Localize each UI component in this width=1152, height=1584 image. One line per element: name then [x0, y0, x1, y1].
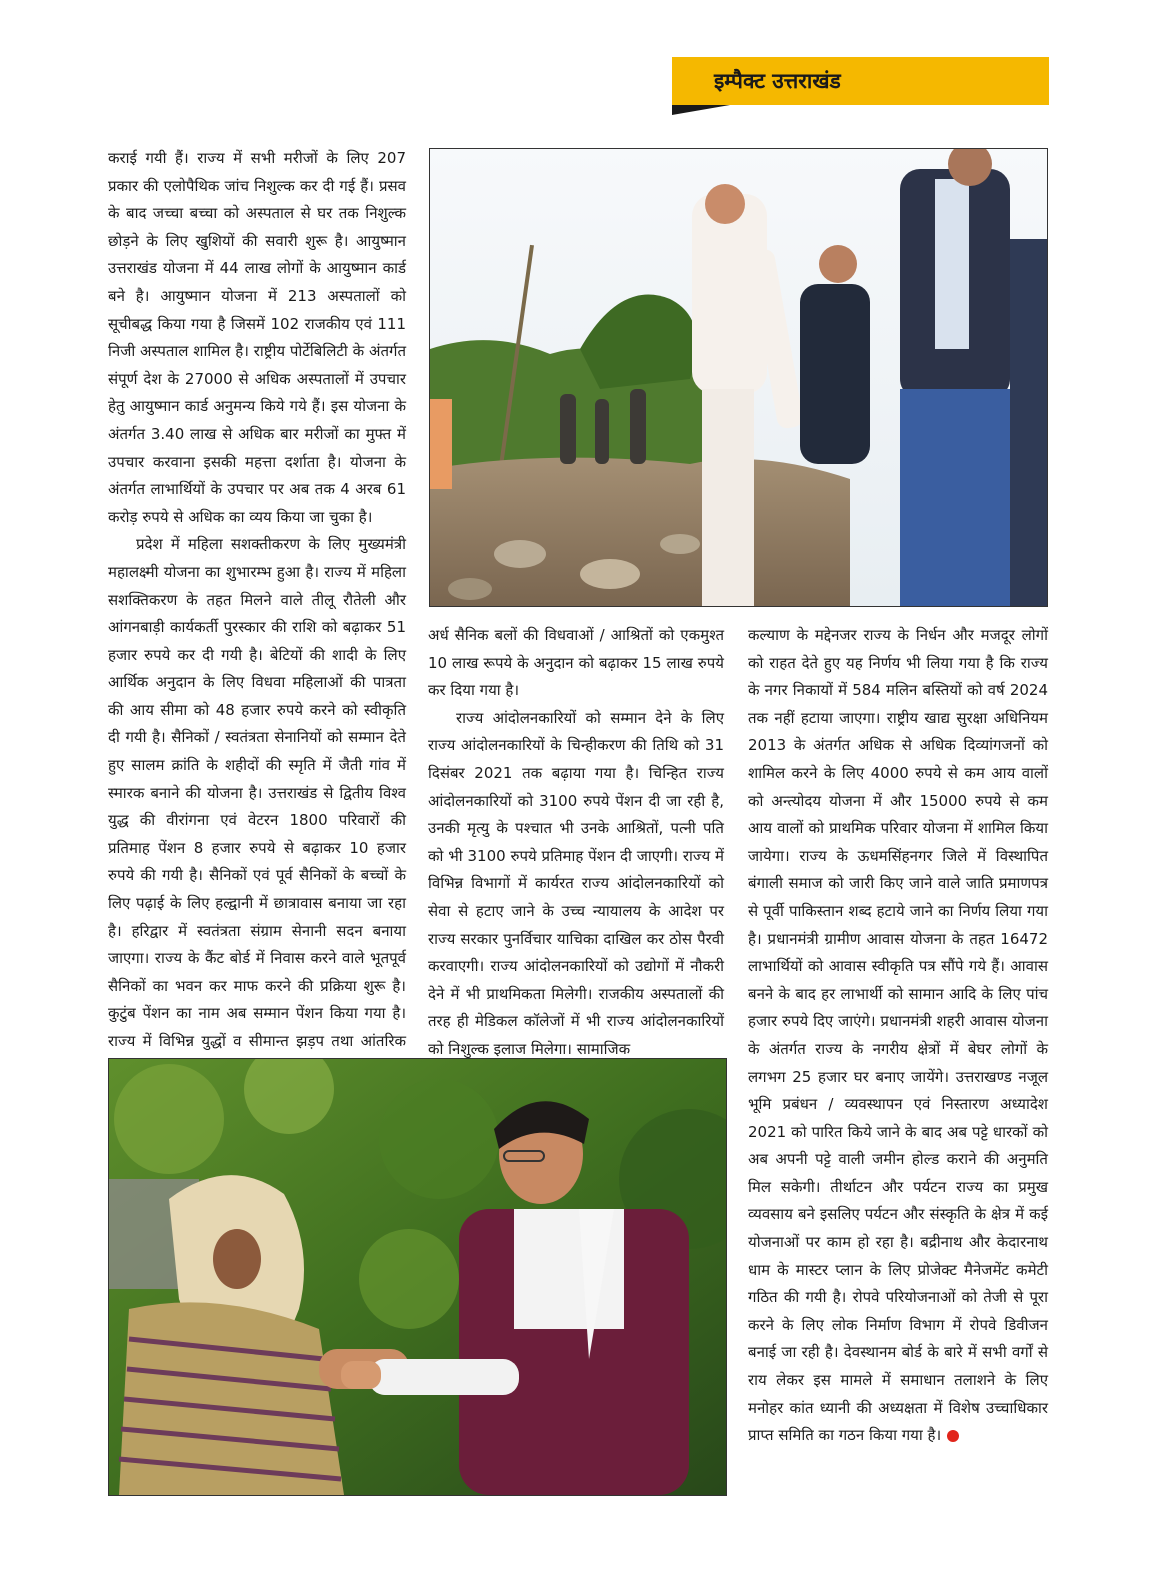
- photo-greeting-elderly-woman: [108, 1058, 727, 1496]
- article-paragraph: अर्ध सैनिक बलों की विधवाओं / आश्रितों को एकमुश्त 10 लाख रूपये के अनुदान को बढ़ाकर 15 लाख रुपये कर दिया गया है।: [428, 626, 724, 700]
- end-mark-icon: [947, 1430, 959, 1442]
- article-paragraph-text: कल्याण के मद्देनजर राज्य के निर्धन और मजदूर लोगों को राहत देते हुए यह निर्णय भी लिया गया है कि राज्य के नगर निकायों में 584 मलिन बस्तियों को वर्ष 2024 तक नहीं हटाया जाएगा। राष्ट्रीय खाद्य सुरक्षा अधिनियम 2013 के अंतर्गत अधिक से अधिक दिव्यांगजनों को शामिल करने के लिए 4000 रुपये से कम आय वालों को अन्त्योदय योजना में और 15000 रुपये से कम आय वालों को प्राथमिक परिवार योजना में शामिल किया जायेगा। राज्य के ऊधमसिंहनगर जिले में विस्थापित बंगाली समाज को जारी किए जाने वाले जाति प्रमाणपत्र से पूर्वी पाकिस्तान शब्द हटाये जाने का निर्णय लिया गया है। प्रधानमंत्री ग्रामीण आवास योजना के तहत 16472 लाभार्थियों को आवास स्वीकृति पत्र सौंपे गये हैं। आवास बनने के बाद हर लाभार्थी को सामान आदि के लिए पांच हजार रुपये दिए जाएंगे। प्रधानमंत्री शहरी आवास योजना के अंतर्गत राज्य के नगरीय क्षेत्रों में बेघर लोगों के लगभग 25 हजार घर बनाए जायेंगे। उत्तराखण्ड नजूल भूमि प्रबंधन / व्यवस्थापन एवं निस्तारण अध्यादेश 2021 को पारित किये जाने के बाद अब पट्टे धारकों को अब अपनी पट्टे वाली जमीन होल्ड कराने की अनुमति मिल सकेगी। तीर्थाटन और पर्यटन राज्य का प्रमुख व्यवसाय बने इसलिए पर्यटन और संस्कृति के क्षेत्र में कई योजनाओं पर काम हो रहा है। बद्रीनाथ और केदारनाथ धाम के मास्टर प्लान के लिए प्रोजेक्ट मैनेजमेंट कमेटी गठित की गयी है। रोपवे परियोजनाओं को तेजी से पूरा करने के लिए लोक निर्माण विभाग में रोपवे डिवीजन बनाई जा रही है। देवस्थानम बोर्ड के बारे में सभी वर्गों से राय लेकर इस मामले में समाधान तलाशने के लिए मनोहर कांत ध्यानी की अध्यक्षता में विशेष उच्चाधिकार प्राप्त समिति का गठन किया गया है।: [748, 626, 1048, 1445]
- article-paragraph: राज्य आंदोलनकारियों को सम्मान देने के लिए राज्य आंदोलनकारियों के चिन्हीकरण की तिथि को 31 दिसंबर 2021 तक बढ़ाया गया है। चिन्हित राज्य आंदोलनकारियों को 3100 रुपये पेंशन दी जा रही है, उनकी मृत्यु के पश्चात भी उनके आश्रितों, पत्नी पति को भी 3100 रुपये प्रतिमाह पेंशन दी जाएगी। राज्य में विभिन्न विभागों में कार्यरत राज्य आंदोलनकारियों को सेवा से हटाए जाने के उच्च न्यायालय के आदेश पर राज्य सरकार पुनर्विचार याचिका दाखिल कर ठोस पैरवी करवाएगी। राज्य आंदोलनकारियों को उद्योगों में नौकरी देने में भी प्राथमिकता मिलेगी। राजकीय अस्पतालों की तरह ही मेडिकल कॉलेजों में भी राज्य आंदोलनकारियों को निशुल्क इलाज मिलेगा। सामाजिक: [428, 708, 724, 1058]
- section-label: इम्पैक्ट उत्तराखंड: [714, 69, 841, 93]
- photo-officials-walking-image: [430, 149, 1047, 606]
- article-paragraph: कराई गयी हैं। राज्य में सभी मरीजों के लिए 207 प्रकार की एलोपैथिक जांच निशुल्क कर दी गई हैं। प्रसव के बाद जच्चा बच्चा को अस्पताल से घर तक निशुल्क छोड़ने के लिए खुशियों की सवारी शुरू है। आयुष्मान उत्तराखंड योजना में 44 लाख लोगों के आयुष्मान कार्ड बने है। आयुष्मान योजना में 213 अस्पतालों को सूचीबद्ध किया गया है जिसमें 102 राजकीय एवं 111 निजी अस्पताल शामिल है। राष्ट्रीय पोर्टेबिलिटी के अंतर्गत संपूर्ण देश के 27000 से अधिक अस्पतालों में उपचार हेतु आयुष्मान कार्ड अनुमन्य किये गये हैं। इस योजना के अंतर्गत 3.40 लाख से अधिक बार मरीजों का मुफ्त में उपचार करवाना इसकी महत्ता दर्शाता है। योजना के अंतर्गत लाभार्थियों के उपचार पर अब तक 4 अरब 61 करोड़ रुपये से अधिक का व्यय किया जा चुका है।: [108, 149, 406, 526]
- article-column-3: [748, 622, 1048, 1450]
- photo-officials-walking: [429, 148, 1048, 607]
- section-tab-notch: [672, 105, 730, 115]
- article-column-1: [108, 145, 406, 1083]
- article-paragraph: [748, 622, 1048, 1450]
- article-column-2: [428, 622, 724, 1064]
- photo-greeting-image: [109, 1059, 726, 1495]
- section-header-tab: [672, 57, 1049, 105]
- article-paragraph: प्रदेश में महिला सशक्तीकरण के लिए मुख्यमंत्री महालक्ष्मी योजना का शुभारम्भ हुआ है। राज्य में महिला सशक्तिकरण के तहत मिलने वाले तीलू रौतेली और आंगनबाड़ी कार्यकर्ती पुरस्कार की राशि को बढ़ाकर 51 हजार रुपये कर दी गयी है। बेटियों की शादी के लिए आर्थिक अनुदान के लिए विधवा महिलाओं की पात्रता की आय सीमा को 48 हजार रुपये करने को स्वीकृति दी गयी है। सैनिकों / स्वतंत्रता सेनानियों को सम्मान देते हुए सालम क्रांति के शहीदों की स्मृति में जैती गांव में स्मारक बनाने की योजना है। उत्तराखंड से द्वितीय विश्व युद्ध की वीरांगना एवं वेटरन 1800 परिवारों की प्रतिमाह पेंशन 8 हजार रुपये से बढ़ाकर 10 हजार रुपये की गयी है। सैनिकों एवं पूर्व सैनिकों के बच्चों के लिए पढ़ाई के लिए हल्द्वानी में छात्रावास बनाया जा रहा है। हरिद्वार में स्वतंत्रता संग्राम सेनानी सदन बनाया जाएगा। राज्य के कैंट बोर्ड में निवास करने वाले भूतपूर्व सैनिकों का भवन कर माफ करने की प्रक्रिया शुरू है। कुटुंब पेंशन का नाम अब सम्मान पेंशन किया गया है। राज्य में विभिन्न युद्धों व सीमान्त झड़प तथा आंतरिक: [108, 535, 406, 1050]
